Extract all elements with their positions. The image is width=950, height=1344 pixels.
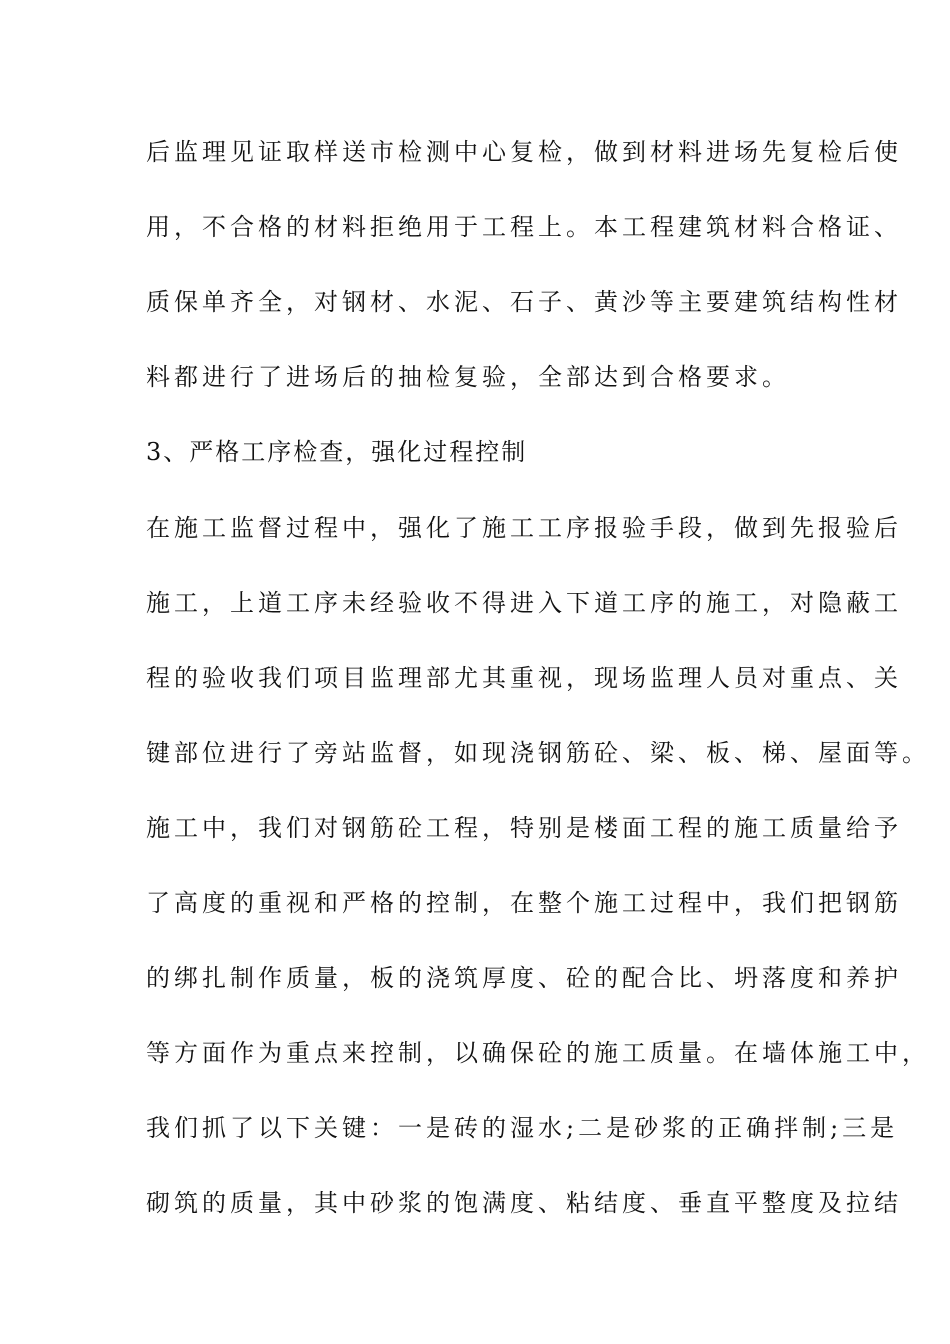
- paragraph-line: 在施工监督过程中，强化了施工工序报验手段，做到先报验后: [146, 514, 902, 542]
- paragraph-line: 用，不合格的材料拒绝用于工程上。本工程建筑材料合格证、: [146, 213, 902, 241]
- paragraph-line: 砌筑的质量，其中砂浆的饱满度、粘结度、垂直平整度及拉结: [146, 1189, 902, 1217]
- paragraph-line: 施工中，我们对钢筋砼工程，特别是楼面工程的施工质量给予: [146, 814, 902, 842]
- paragraph-line: 施工，上道工序未经验收不得进入下道工序的施工，对隐蔽工: [146, 589, 902, 617]
- paragraph-line: 键部位进行了旁站监督，如现浇钢筋砼、梁、板、梯、屋面等。: [146, 739, 930, 767]
- paragraph-line: 我们抓了以下关键：一是砖的湿水;二是砂浆的正确拌制;三是: [146, 1114, 899, 1142]
- paragraph-line: 了高度的重视和严格的控制，在整个施工过程中，我们把钢筋: [146, 889, 902, 917]
- paragraph-line: 料都进行了进场后的抽检复验，全部达到合格要求。: [146, 363, 790, 391]
- paragraph-line: 的绑扎制作质量，板的浇筑厚度、砼的配合比、坍落度和养护: [146, 964, 902, 992]
- paragraph-line: 质保单齐全，对钢材、水泥、石子、黄沙等主要建筑结构性材: [146, 288, 902, 316]
- paragraph-line: 程的验收我们项目监理部尤其重视，现场监理人员对重点、关: [146, 664, 902, 692]
- section-heading: 3、严格工序检查，强化过程控制: [146, 438, 528, 466]
- paragraph-line: 后监理见证取样送市检测中心复检，做到材料进场先复检后使: [146, 138, 902, 166]
- paragraph-line: 等方面作为重点来控制，以确保砼的施工质量。在墙体施工中，: [146, 1039, 930, 1067]
